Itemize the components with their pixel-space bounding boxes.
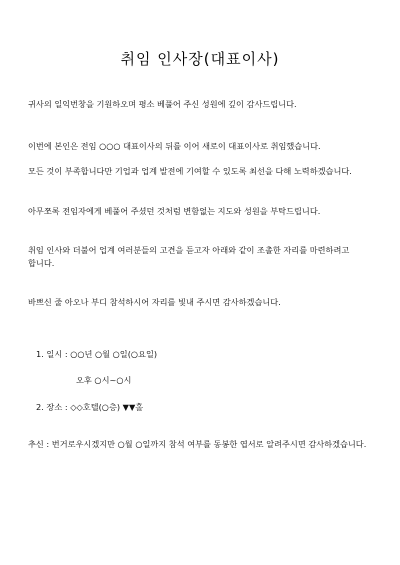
paragraph-greeting: 귀사의 일익번창을 기원하오며 평소 베풀어 주신 성원에 깊이 감사드립니다. [28, 99, 297, 109]
paragraph-commitment: 모든 것이 부족합니다만 기업과 업계 발전에 기여할 수 있도록 최선을 다해 노력하겠습니다. [28, 166, 352, 176]
postscript: 추신 : 번거로우시겠지만 ○월 ○일까지 참석 여부를 동봉한 엽서로 알려주시면 감사하겠습니다. [28, 439, 367, 449]
paragraph-invitation: 취임 인사와 더불어 업계 여러분들의 고견을 듣고자 아래와 같이 조촐한 자리를 마련하려고 합니다. [28, 245, 350, 268]
document-title: 취임 인사장(대표이사) [120, 50, 280, 68]
paragraph-appointment: 이번에 본인은 전임 ○○○ 대표이사의 뒤를 이어 새로이 대표이사로 취임했습니다. [28, 141, 321, 151]
event-date: 1. 일시 : ○○년 ○월 ○일(○요일) [36, 349, 158, 359]
event-place: 2. 장소 : ◇◇호텔(○층) ▼▼홀 [36, 402, 144, 412]
paragraph-attendance: 바쁘신 줄 아오나 부디 참석하시어 자리를 빛내 주시면 감사하겠습니다. [28, 297, 281, 307]
event-time: 오후 ○시~○시 [76, 375, 132, 385]
paragraph-request: 아무쪼록 전임자에게 베풀어 주셨던 것처럼 변함없는 지도와 성원을 부탁드립니다. [28, 206, 321, 216]
